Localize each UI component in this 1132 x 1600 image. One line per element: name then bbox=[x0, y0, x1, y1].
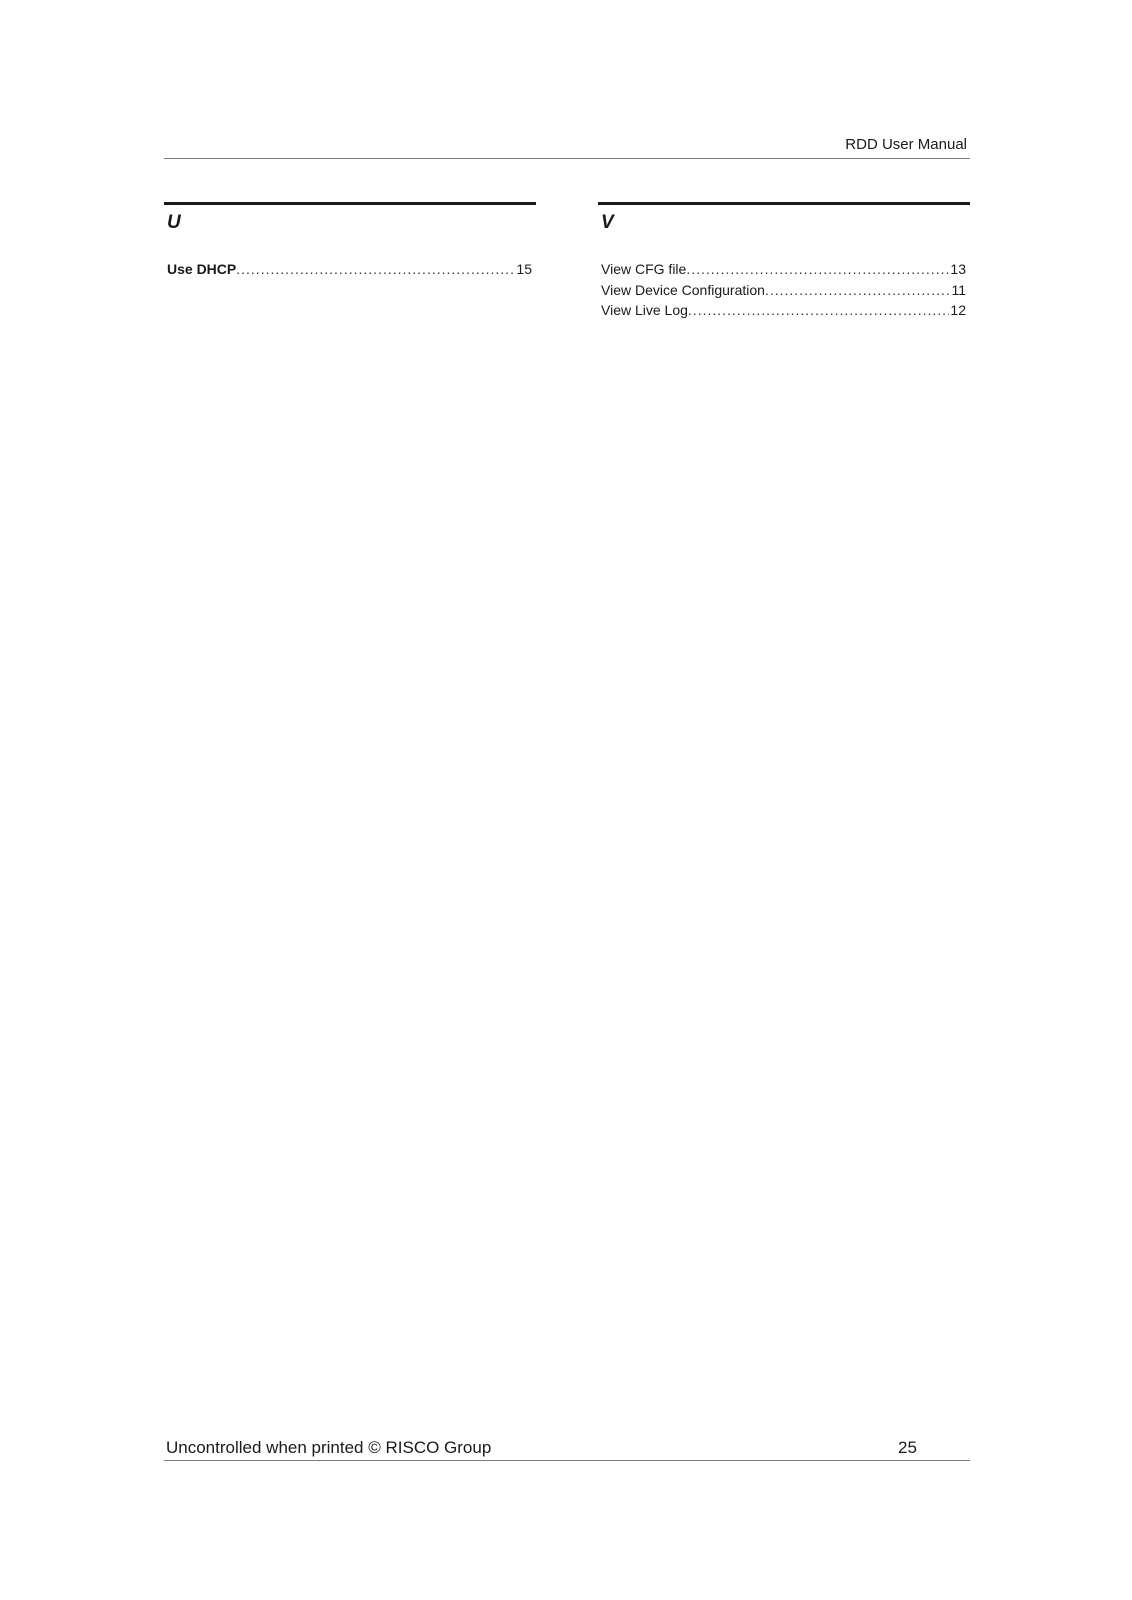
index-term: Use DHCP bbox=[167, 261, 237, 277]
page-header bbox=[164, 134, 970, 159]
section-rule bbox=[164, 202, 536, 205]
index-entry-view-cfg-file bbox=[601, 259, 966, 280]
dot-leader bbox=[236, 259, 515, 280]
dot-leader bbox=[765, 280, 951, 301]
index-entry-view-device-configuration bbox=[601, 280, 966, 301]
section-letter: U bbox=[167, 212, 181, 233]
index-term: View Live Log bbox=[601, 302, 688, 318]
dot-leader bbox=[688, 300, 950, 321]
dot-leader bbox=[686, 259, 949, 280]
index-page-number: 15 bbox=[516, 261, 532, 277]
footer-page-number: 25 bbox=[898, 1438, 917, 1457]
index-term: View Device Configuration bbox=[601, 281, 765, 298]
index-entries bbox=[164, 259, 536, 280]
index-section-v bbox=[598, 202, 970, 321]
index-entry-use-dhcp bbox=[167, 259, 532, 280]
index-entries bbox=[598, 259, 970, 321]
index-page-number: 11 bbox=[951, 281, 966, 298]
header-title: RDD User Manual bbox=[845, 136, 967, 153]
page-footer bbox=[164, 1438, 970, 1461]
index-term: View CFG file bbox=[601, 261, 687, 277]
index-page-number: 13 bbox=[950, 261, 966, 277]
index-entry-view-live-log bbox=[601, 300, 966, 321]
index-section-u bbox=[164, 202, 536, 280]
footer-text: Uncontrolled when printed © RISCO Group bbox=[166, 1438, 492, 1457]
index-page-number: 12 bbox=[950, 302, 966, 318]
section-letter: V bbox=[601, 212, 614, 233]
section-rule bbox=[598, 202, 970, 205]
